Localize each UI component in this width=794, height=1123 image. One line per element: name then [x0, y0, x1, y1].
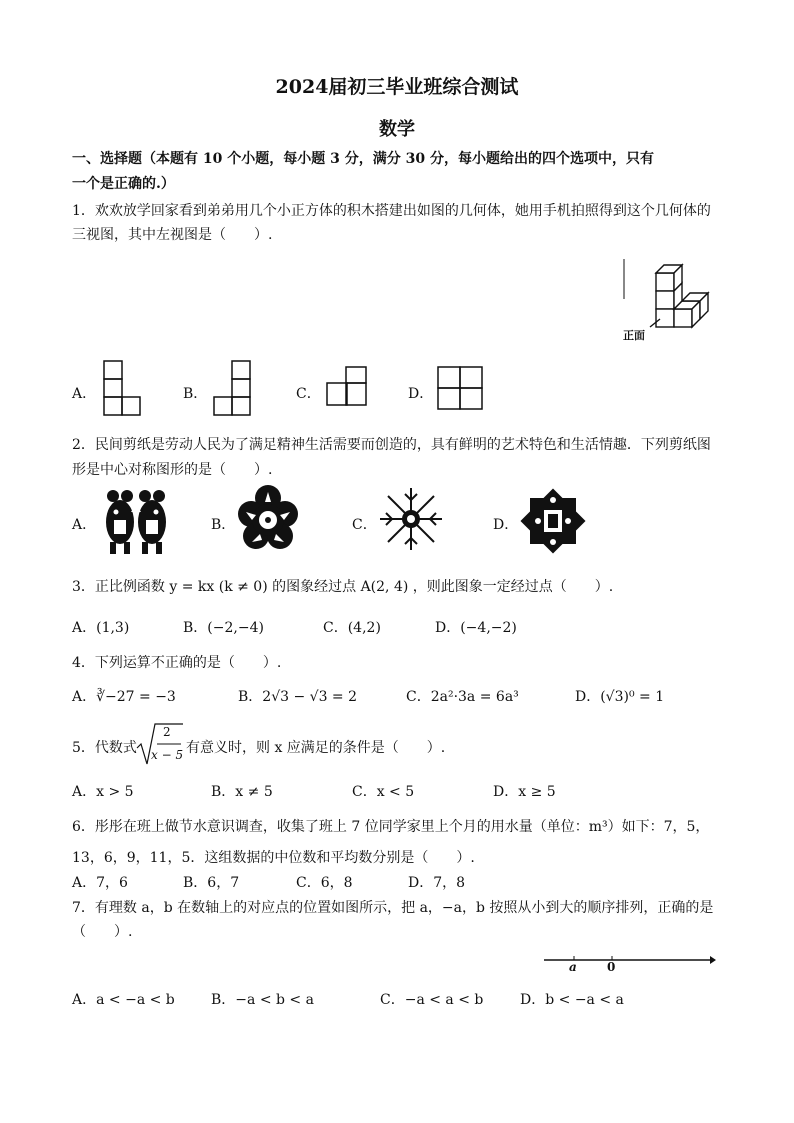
- q6-option-b[interactable]: B．6，7: [183, 875, 240, 891]
- q1-figure-label: 正面: [623, 329, 645, 342]
- q3-option-c[interactable]: C．(4,2): [323, 620, 381, 636]
- q6-option-d[interactable]: D．7，8: [408, 875, 466, 891]
- q2-text-line2: 形是中心对称图形的是（ ）.: [72, 462, 273, 478]
- q2-option-c-papercut-snowflake: [378, 486, 444, 552]
- q2-option-b-label[interactable]: B．: [211, 517, 236, 533]
- q5-option-b[interactable]: B．x ≠ 5: [211, 784, 273, 800]
- q5-prefix: 5．代数式: [72, 740, 137, 756]
- q3-text: 3．正比例函数 y = kx (k ≠ 0) 的图象经过点 A(2, 4) ，则此图象一定经过点（ ）.: [72, 579, 614, 595]
- q2-option-b-papercut-flower: [238, 484, 298, 556]
- q1-option-a-label[interactable]: A．: [72, 386, 97, 402]
- q7-text-line2: （ ）.: [72, 924, 133, 940]
- q1-option-d-figure: [437, 366, 485, 412]
- q3-option-d[interactable]: D．(−4,−2): [435, 620, 517, 636]
- q7-axis-label-a: a: [569, 960, 577, 974]
- q2-text-line1: 2．民间剪纸是劳动人民为了满足精神生活需要而创造的，具有鲜明的艺术特色和生活情趣．下列剪纸图: [72, 437, 711, 453]
- q7-axis-label-zero: 0: [607, 960, 616, 974]
- q4-option-d[interactable]: D．(√3)⁰ = 1: [575, 689, 665, 705]
- q2-option-c-label[interactable]: C．: [352, 517, 377, 533]
- q6-text-line2: 13，6，9，11，5．这组数据的中位数和平均数分别是（ ）.: [72, 850, 475, 866]
- subject-title: 数学: [379, 119, 415, 140]
- q2-option-a-papercut-mice: [100, 486, 172, 556]
- q7-text-line1: 7．有理数 a，b 在数轴上的对应点的位置如图所示，把 a，−a，b 按照从小到大的顺序排列，正确的是: [72, 900, 714, 916]
- q7-option-b[interactable]: B．−a < b < a: [211, 992, 314, 1008]
- q7-option-a[interactable]: A．a < −a < b: [72, 992, 175, 1008]
- q4-option-c[interactable]: C．2a²·3a = 6a³: [406, 689, 519, 705]
- q1-option-a-figure: [103, 360, 143, 418]
- q4-option-a[interactable]: A．∛−27 = −3: [72, 689, 176, 705]
- q2-option-d-papercut-star: [518, 486, 588, 556]
- q1-option-d-label[interactable]: D．: [408, 386, 434, 402]
- q1-text-line1: 1．欢欢放学回家看到弟弟用几个小正方体的积木搭建出如图的几何体，她用手机拍照得到这个几何体的: [72, 203, 711, 219]
- section-header-line2: 一个是正确的.）: [72, 176, 175, 192]
- q7-option-d[interactable]: D．b < −a < a: [520, 992, 624, 1008]
- q1-text-line2: 三视图，其中左视图是（ ）.: [72, 227, 273, 243]
- q1-option-b-label[interactable]: B．: [183, 386, 208, 402]
- q6-option-c[interactable]: C．6，8: [296, 875, 353, 891]
- page-title: 2024届初三毕业班综合测试: [275, 76, 519, 98]
- q1-option-c-figure: [326, 366, 368, 416]
- q5-denominator: x − 5: [151, 748, 184, 762]
- q6-option-a[interactable]: A．7，6: [72, 875, 128, 891]
- q3-option-a[interactable]: A．(1,3): [72, 620, 130, 636]
- q5-suffix: 有意义时，则 x 应满足的条件是（ ）.: [186, 740, 446, 756]
- q3-option-b[interactable]: B．(−2,−4): [183, 620, 264, 636]
- q2-option-a-label[interactable]: A．: [72, 517, 97, 533]
- q4-option-b[interactable]: B．2√3 − √3 = 2: [238, 689, 358, 705]
- q7-option-c[interactable]: C．−a < a < b: [380, 992, 484, 1008]
- q1-option-b-figure: [213, 360, 253, 418]
- q2-option-d-label[interactable]: D．: [493, 517, 519, 533]
- q1-option-c-label[interactable]: C．: [296, 386, 321, 402]
- q5-option-a[interactable]: A．x > 5: [72, 784, 134, 800]
- q5-numerator: 2: [163, 725, 171, 739]
- section-header-line1: 一、选择题（本题有 10 个小题，每小题 3 分，满分 30 分，每小题给出的四个选项中，只有: [72, 151, 654, 167]
- q5-option-d[interactable]: D．x ≥ 5: [493, 784, 556, 800]
- q4-text: 4．下列运算不正确的是（ ）.: [72, 655, 282, 671]
- q6-text-line1: 6．彤彤在班上做节水意识调查，收集了班上 7 位同学家里上个月的用水量（单位：m³）如下：7，5，: [72, 819, 710, 835]
- q5-option-c[interactable]: C．x < 5: [352, 784, 415, 800]
